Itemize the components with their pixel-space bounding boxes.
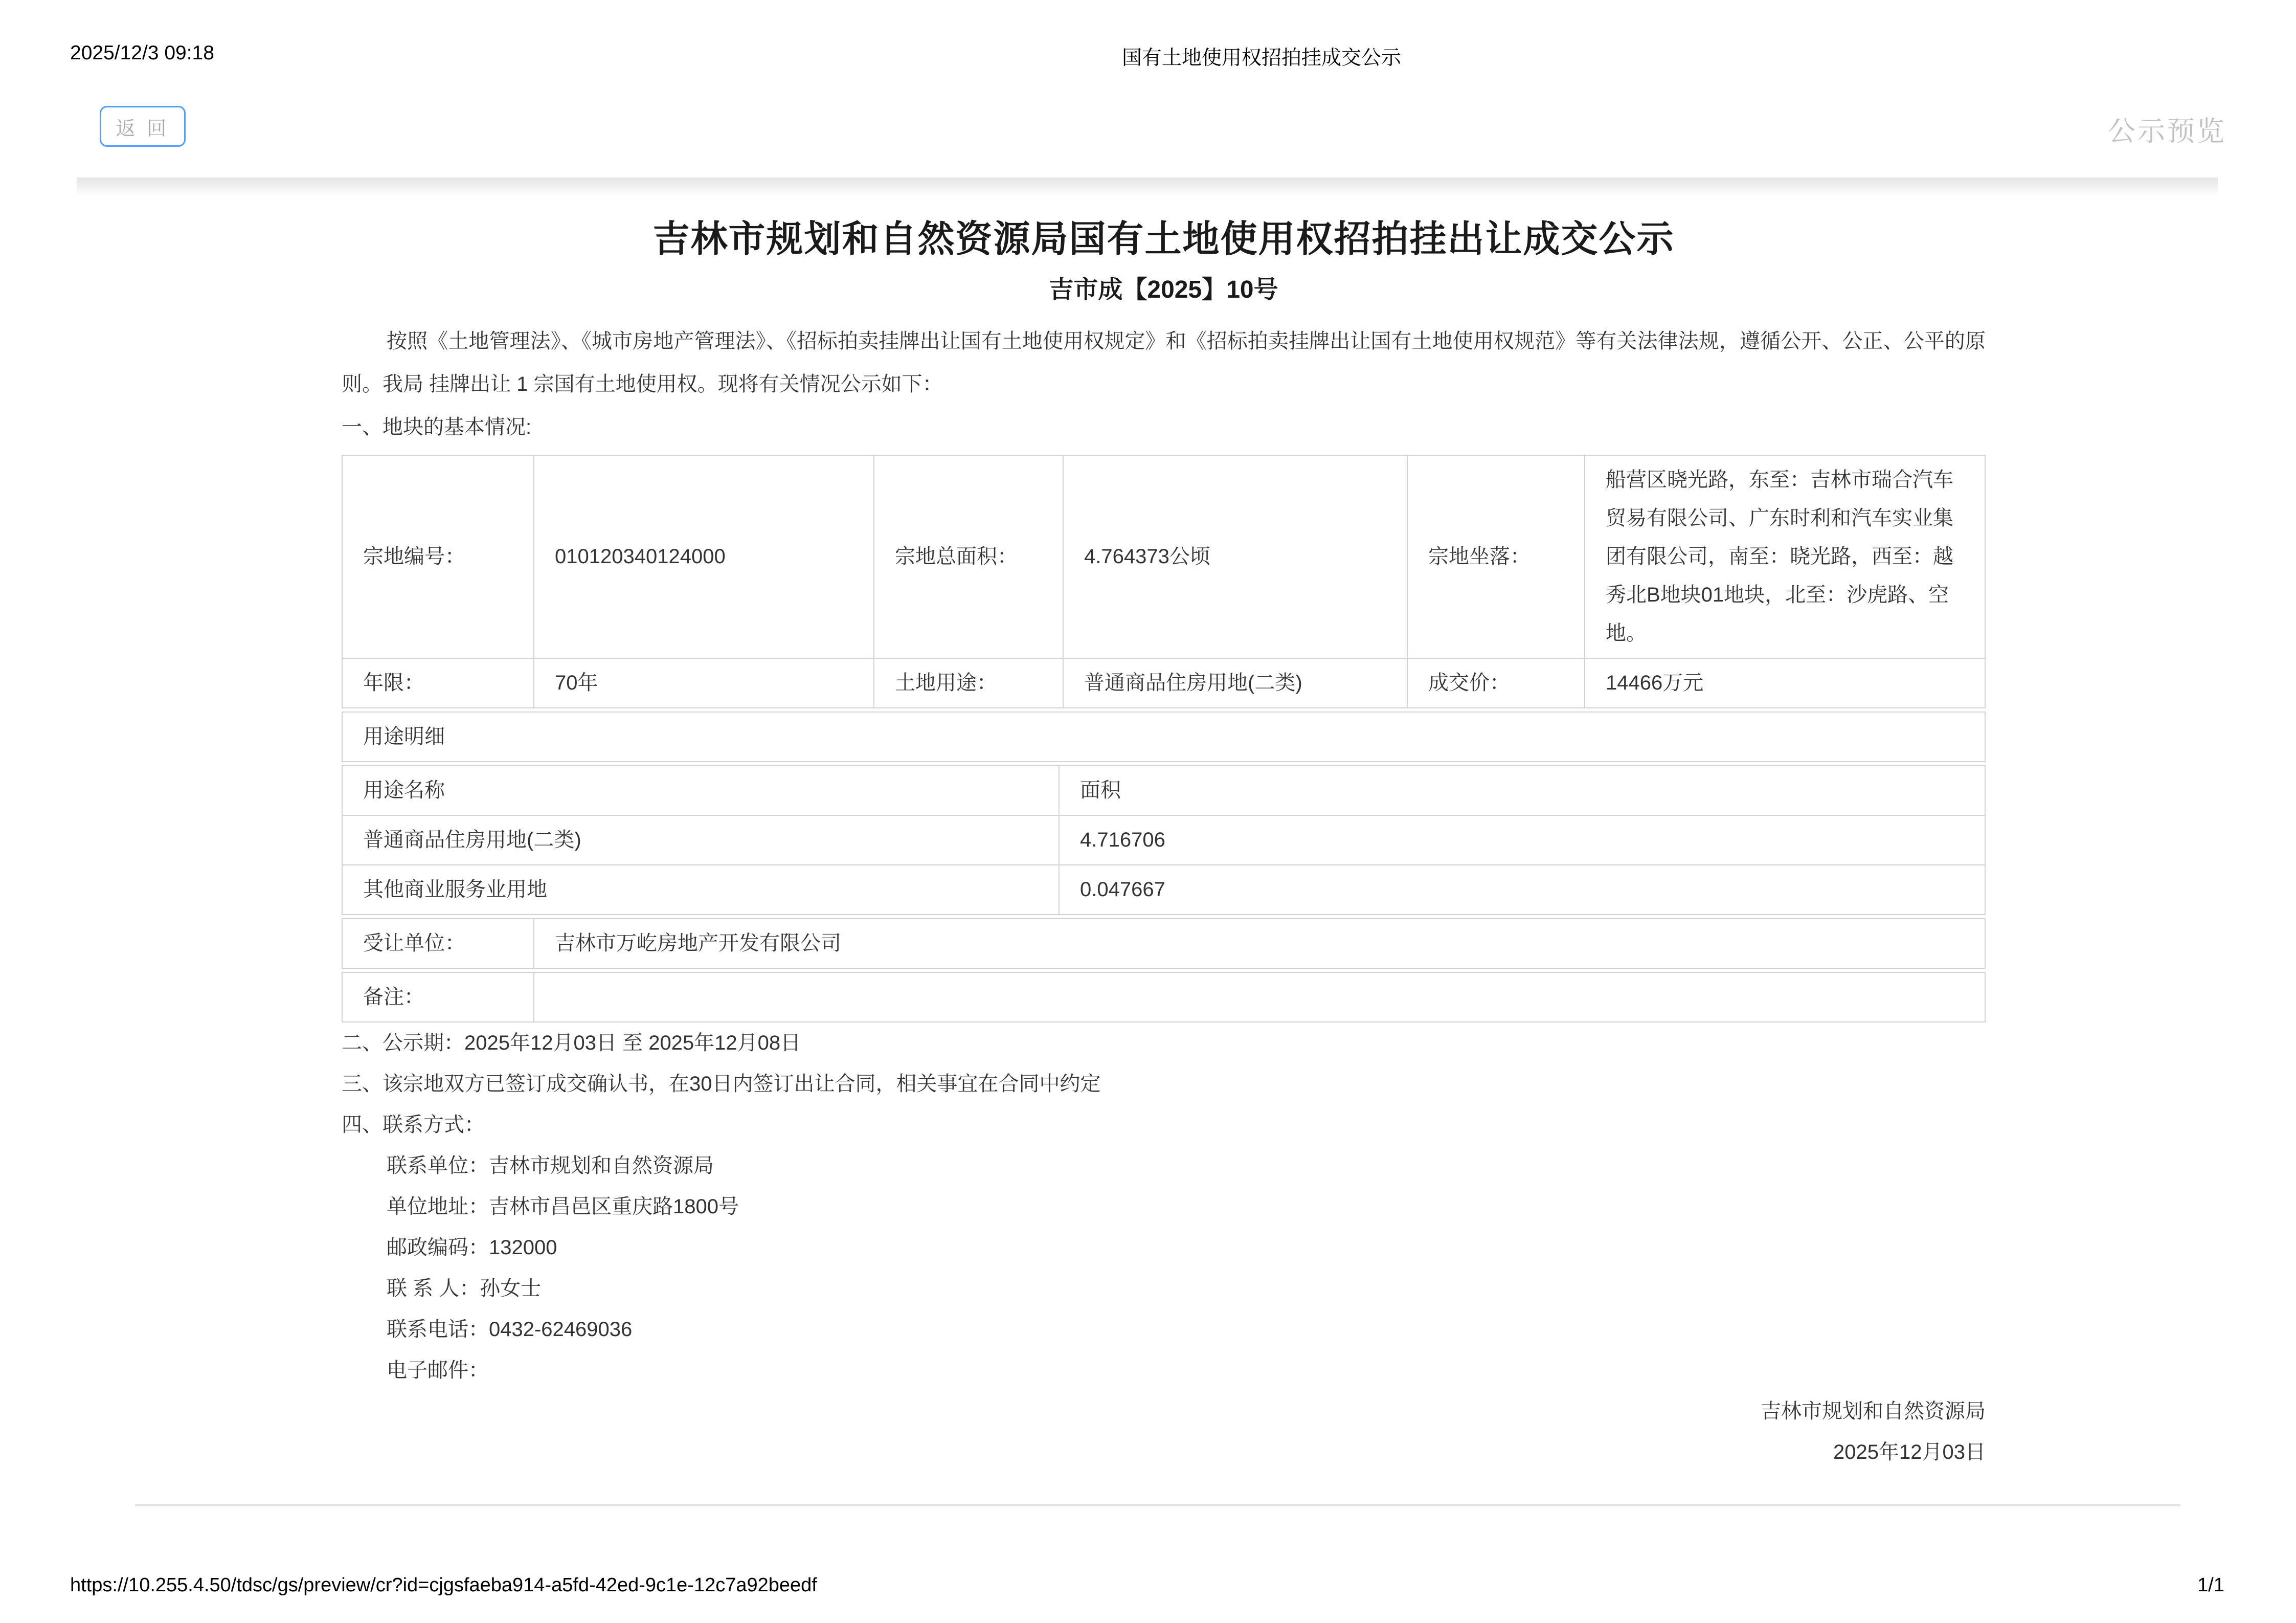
location-label: 宗地坐落：: [1407, 455, 1585, 658]
tenure-value: 70年: [534, 658, 874, 708]
use-name-header: 用途名称: [342, 766, 1059, 815]
assignee-label: 受让单位：: [342, 919, 534, 968]
table-row: [342, 712, 1985, 762]
use-detail-heading-table: [342, 712, 1986, 762]
assignee-table: [342, 918, 1986, 969]
parcel-no-value: 010120340124000: [534, 455, 874, 658]
use-area-cell: 0.047667: [1059, 865, 1985, 915]
print-footer-page-number: 1/1: [2197, 1574, 2224, 1596]
section1-heading: 一、地块的基本情况:: [342, 416, 532, 438]
contact-postcode-line: 邮政编码：132000: [387, 1236, 557, 1259]
document-title: 吉林市规划和自然资源局国有土地使用权招拍挂出让成交公示: [652, 219, 1675, 260]
back-button[interactable]: 返 回: [100, 106, 186, 147]
table-row: [342, 815, 1985, 865]
remark-table: [342, 972, 1986, 1022]
use-area-cell: 4.716706: [1059, 815, 1985, 865]
assignee-value: 吉林市万屹房地产开发有限公司: [534, 919, 1985, 968]
table-row: [342, 865, 1985, 915]
contact-person-line: 联 系 人：孙女士: [387, 1277, 542, 1300]
land-use-value: 普通商品住房用地(二类): [1063, 658, 1407, 708]
section4-line: 四、联系方式：: [342, 1114, 485, 1136]
total-area-label: 宗地总面积：: [874, 455, 1063, 658]
tenure-label: 年限：: [342, 658, 534, 708]
section2-line: 二、公示期：2025年12月03日 至 2025年12月08日: [342, 1032, 801, 1054]
preview-area: [77, 177, 2218, 1623]
table-row: [342, 455, 1985, 658]
location-value: 船营区晓光路，东至：吉林市瑞合汽车贸易有限公司、广东时利和汽车实业集团有限公司，南至：晓光路，西至：越秀北B地块01地块，北至：沙虎路、空地。: [1585, 455, 1985, 658]
announcement-document: [342, 177, 1986, 1473]
remark-value: [534, 972, 1985, 1022]
price-label: 成交价：: [1407, 658, 1585, 708]
land-use-label: 土地用途：: [874, 658, 1063, 708]
contact-org-line: 联系单位：吉林市规划和自然资源局: [387, 1154, 714, 1177]
price-value: 14466万元: [1585, 658, 1985, 708]
print-header-title: 国有土地使用权招拍挂成交公示: [1122, 47, 1402, 69]
contact-phone-line: 联系电话：0432-62469036: [387, 1318, 633, 1341]
use-area-header: 面积: [1059, 766, 1985, 815]
table-row: [342, 972, 1985, 1022]
section3-line: 三、该宗地双方已签订成交确认书，在30日内签订出让合同，相关事宜在合同中约定: [342, 1073, 1101, 1095]
use-name-cell: 其他商业服务业用地: [342, 865, 1059, 915]
bottom-divider: [135, 1504, 2180, 1506]
signature-org: 吉林市规划和自然资源局: [1761, 1400, 1986, 1422]
remark-label: 备注：: [342, 972, 534, 1022]
parcel-main-table: [342, 455, 1986, 708]
table-row: [342, 919, 1985, 968]
contact-address-line: 单位地址：吉林市昌邑区重庆路1800号: [387, 1195, 739, 1218]
use-name-cell: 普通商品住房用地(二类): [342, 815, 1059, 865]
signature-date: 2025年12月03日: [1833, 1441, 1986, 1463]
preview-page-label: 公示预览: [2108, 116, 2226, 147]
parcel-no-label: 宗地编号：: [342, 455, 534, 658]
intro-paragraph: 按照《土地管理法》、《城市房地产管理法》、《招标拍卖挂牌出让国有土地使用权规定》和《招标拍卖挂牌出让国有土地使用权规范》等有关法律法规，遵循公开、公正、公平的原则。我局 挂牌出让 1 宗国有土地使用权。现将有关情况公示如下：: [342, 330, 1986, 395]
contact-email-line: 电子邮件：: [387, 1359, 489, 1382]
print-header-datetime: 2025/12/3 09:18: [70, 42, 214, 64]
table-row: [342, 658, 1985, 708]
total-area-value: 4.764373公顷: [1063, 455, 1407, 658]
print-footer-url: https://10.255.4.50/tdsc/gs/preview/cr?id=cjgsfaeba914-a5fd-42ed-9c1e-12c7a92beedf: [70, 1574, 817, 1596]
use-detail-heading: 用途明细: [342, 712, 1985, 762]
use-detail-table: [342, 765, 1986, 915]
parcel-tables: [342, 455, 1986, 1022]
document-number: 吉市成【2025】10号: [1049, 276, 1278, 303]
table-row: [342, 766, 1985, 815]
